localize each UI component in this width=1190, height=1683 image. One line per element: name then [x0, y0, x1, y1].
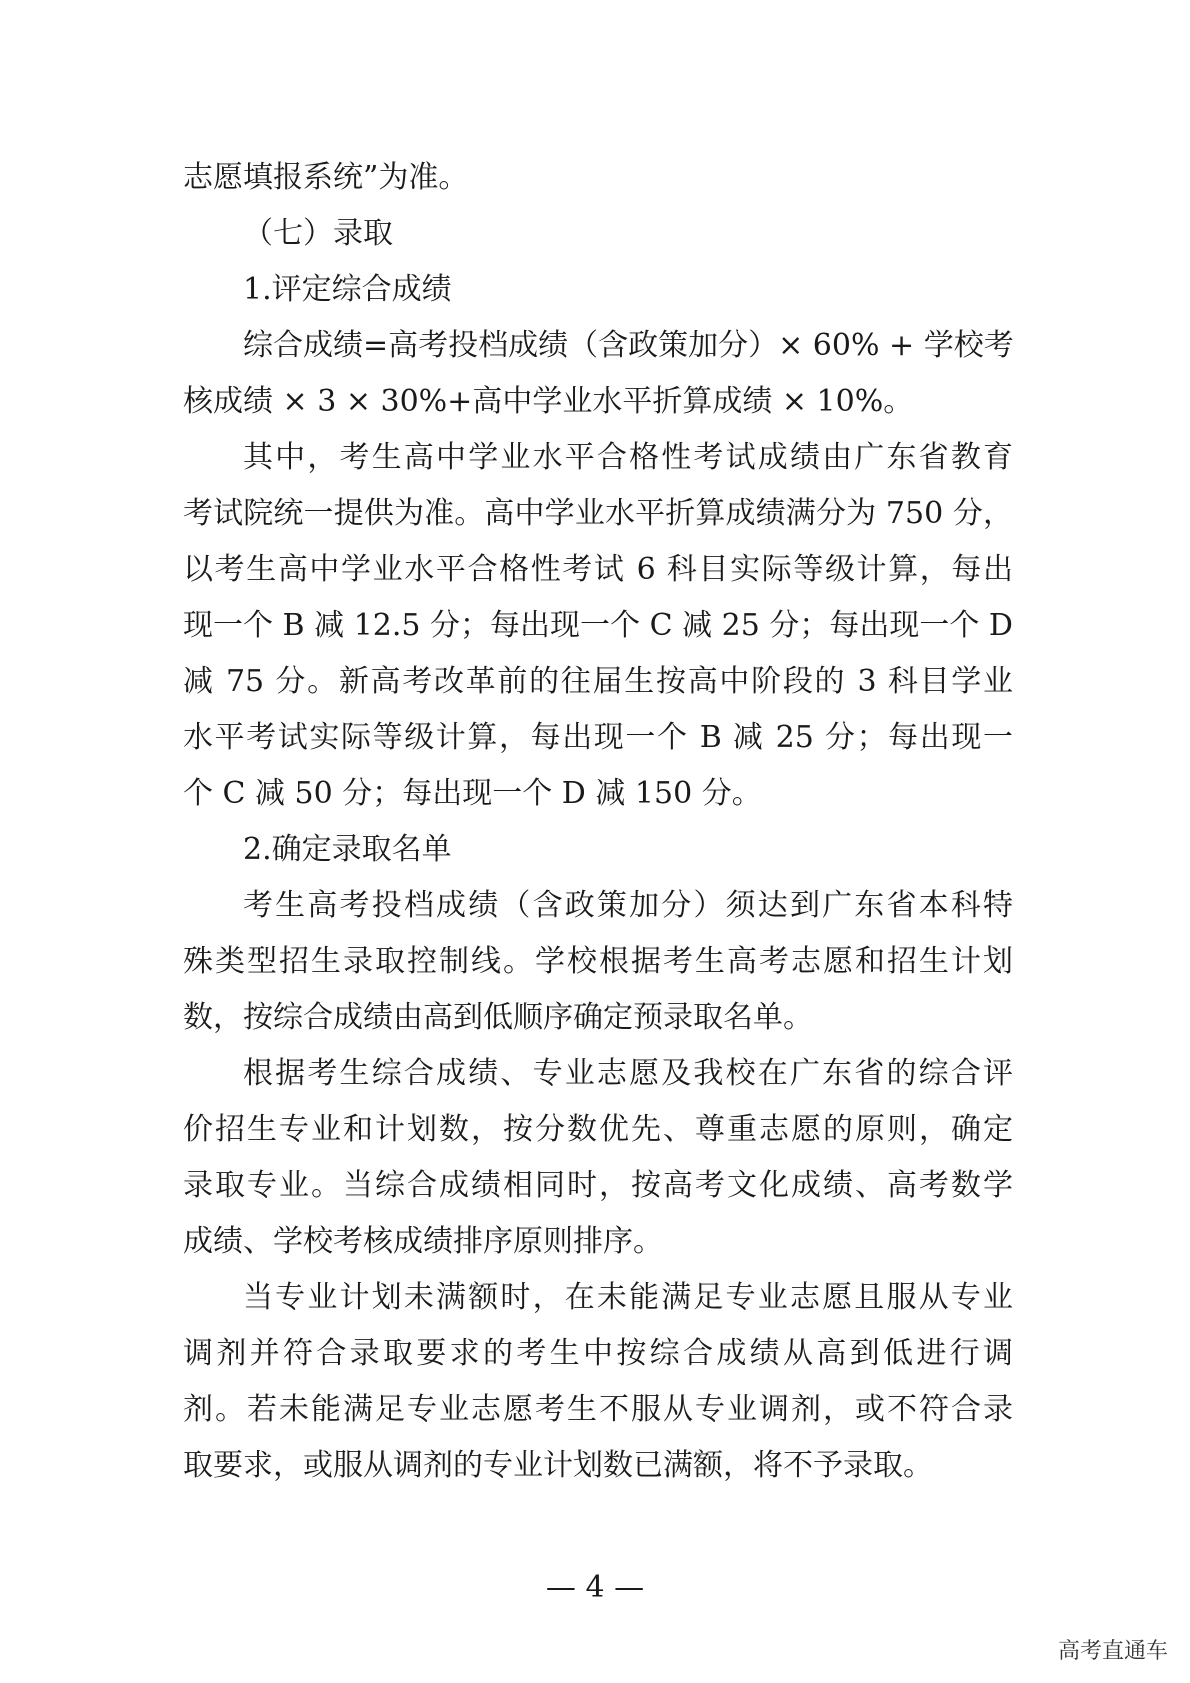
text-line: 价招生专业和计划数，按分数优先、尊重志愿的原则，确定	[183, 1112, 1013, 1147]
subsection-heading: 2.确定录取名单	[243, 832, 452, 867]
section-heading: （七）录取	[243, 216, 393, 251]
text-line: 现一个 B 减 12.5 分；每出现一个 C 减 25 分；每出现一个 D	[183, 608, 1013, 643]
text-line: 数，按综合成绩由高到低顺序确定预录取名单。	[183, 1000, 813, 1035]
text-line: 根据考生综合成绩、专业志愿及我校在广东省的综合评	[243, 1056, 1013, 1091]
text-line: 剂。若未能满足专业志愿考生不服从专业调剂，或不符合录	[183, 1392, 1013, 1427]
text-line: 录取专业。当综合成绩相同时，按高考文化成绩、高考数学	[183, 1168, 1013, 1203]
text-line: 殊类型招生录取控制线。学校根据考生高考志愿和招生计划	[183, 944, 1013, 979]
text-line: 调剂并符合录取要求的考生中按综合成绩从高到低进行调	[183, 1336, 1013, 1371]
document-body	[183, 150, 1013, 1494]
text-line: 综合成绩=高考投档成绩（含政策加分）× 60% + 学校考	[243, 328, 1014, 363]
page-number: — 4 —	[545, 1570, 645, 1605]
text-line: 取要求，或服从调剂的专业计划数已满额，将不予录取。	[183, 1448, 933, 1483]
text-line: 以考生高中学业水平合格性考试 6 科目实际等级计算，每出	[183, 552, 1013, 587]
text-line: 水平考试实际等级计算，每出现一个 B 减 25 分；每出现一	[183, 720, 1013, 755]
text-line: 其中，考生高中学业水平合格性考试成绩由广东省教育	[243, 440, 1013, 475]
text-line: 个 C 减 50 分；每出现一个 D 减 150 分。	[183, 776, 762, 811]
subsection-heading: 1.评定综合成绩	[243, 272, 452, 307]
text-line: 考试院统一提供为准。高中学业水平折算成绩满分为 750 分，	[183, 496, 1013, 531]
watermark: 高考直通车	[1057, 1639, 1168, 1664]
text-line: 当专业计划未满额时，在未能满足专业志愿且服从专业	[243, 1280, 1013, 1315]
text-line: 考生高考投档成绩（含政策加分）须达到广东省本科特	[243, 888, 1013, 923]
text-line: 志愿填报系统”为准。	[183, 160, 469, 195]
text-line: 减 75 分。新高考改革前的往届生按高中阶段的 3 科目学业	[183, 664, 1013, 699]
text-line: 核成绩 × 3 × 30%+高中学业水平折算成绩 × 10%。	[183, 384, 914, 419]
text-line: 成绩、学校考核成绩排序原则排序。	[183, 1224, 663, 1259]
